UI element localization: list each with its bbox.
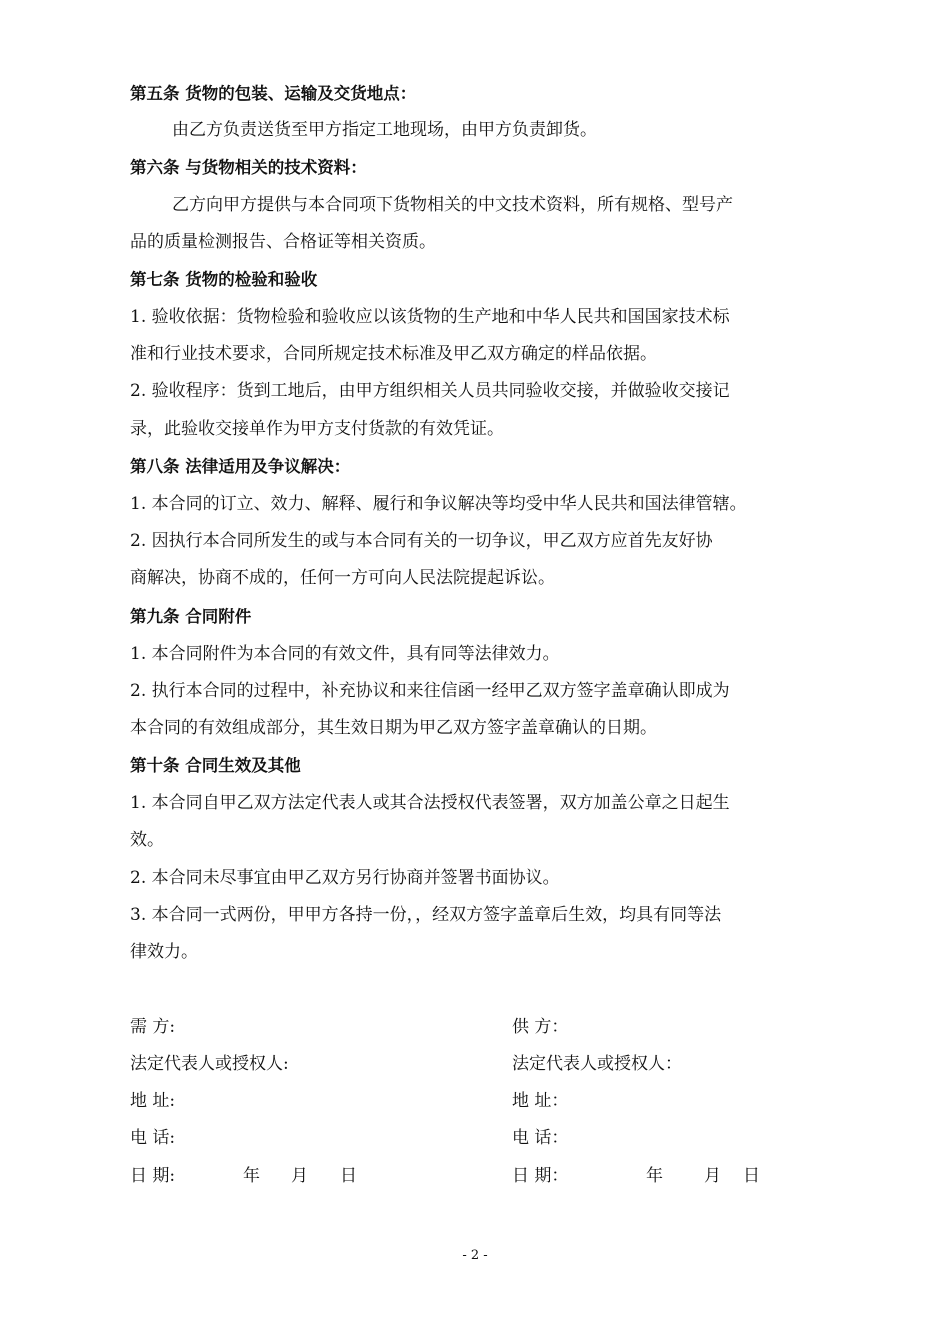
article-7-text: 录，此验收交接单作为甲方支付货款的有效凭证。: [130, 419, 504, 439]
seller-date-month: 月: [704, 1166, 721, 1186]
buyer-date-label: 日 期:: [130, 1166, 176, 1186]
seller-representative-label: 法定代表人或授权人：: [512, 1054, 682, 1074]
buyer-date-month: 月: [291, 1166, 308, 1186]
page-number: - 2 -: [462, 1248, 488, 1263]
buyer-date-year: 年: [243, 1166, 260, 1186]
seller-date-label: 日 期：: [512, 1166, 569, 1186]
article-8-text: 商解决，协商不成的，任何一方可向人民法院提起诉讼。: [130, 568, 555, 588]
article-9-heading: 第九条 合同附件: [130, 607, 252, 626]
article-9-text: 1. 本合同附件为本合同的有效文件，具有同等法律效力。: [130, 644, 560, 664]
buyer-representative-label: 法定代表人或授权人:: [130, 1054, 289, 1074]
article-8-text: 1. 本合同的订立、效力、解释、履行和争议解决等均受中华人民共和国法律管辖。: [130, 494, 747, 514]
article-7-text: 准和行业技术要求，合同所规定技术标准及甲乙双方确定的样品依据。: [130, 344, 657, 364]
article-7-heading: 第七条 货物的检验和验收: [130, 270, 318, 289]
article-8-heading: 第八条 法律适用及争议解决：: [130, 457, 351, 476]
buyer-party-label: 需 方:: [130, 1017, 176, 1037]
article-9-text: 2. 执行本合同的过程中，补充协议和来往信函一经甲乙双方签字盖章确认即成为: [130, 681, 730, 701]
article-9-text: 本合同的有效组成部分，其生效日期为甲乙双方签字盖章确认的日期。: [130, 718, 657, 738]
article-7-text: 1. 验收依据：货物检验和验收应以该货物的生产地和中华人民共和国国家技术标: [130, 307, 730, 327]
article-10-text: 效。: [130, 830, 164, 850]
buyer-phone-label: 电 话:: [130, 1128, 176, 1148]
article-5-heading: 第五条 货物的包装、运输及交货地点：: [130, 84, 417, 103]
article-6-text: 品的质量检测报告、合格证等相关资质。: [130, 232, 436, 252]
article-8-text: 2. 因执行本合同所发生的或与本合同有关的一切争议，甲乙双方应首先友好协: [130, 531, 713, 551]
buyer-address-label: 地 址:: [130, 1091, 176, 1111]
article-6-text: 乙方向甲方提供与本合同项下货物相关的中文技术资料，所有规格、型号产: [172, 195, 733, 215]
article-7-text: 2. 验收程序：货到工地后，由甲方组织相关人员共同验收交接，并做验收交接记: [130, 381, 730, 401]
article-10-text: 1. 本合同自甲乙双方法定代表人或其合法授权代表签署，双方加盖公章之日起生: [130, 793, 730, 813]
seller-address-label: 地 址：: [512, 1091, 569, 1111]
article-6-heading: 第六条 与货物相关的技术资料：: [130, 158, 367, 177]
article-5-text: 由乙方负责送货至甲方指定工地现场，由甲方负责卸货。: [172, 120, 597, 140]
article-10-text: 2. 本合同未尽事宜由甲乙双方另行协商并签署书面协议。: [130, 868, 560, 888]
seller-date-year: 年: [646, 1166, 663, 1186]
buyer-date-day: 日: [340, 1166, 357, 1186]
seller-date-day: 日: [743, 1166, 760, 1186]
article-10-text: 3. 本合同一式两份，甲甲方各持一份，，经双方签字盖章后生效，均具有同等法: [130, 905, 722, 925]
seller-party-label: 供 方：: [512, 1017, 569, 1037]
article-10-heading: 第十条 合同生效及其他: [130, 756, 301, 775]
seller-phone-label: 电 话：: [512, 1128, 569, 1148]
article-10-text: 律效力。: [130, 942, 198, 962]
